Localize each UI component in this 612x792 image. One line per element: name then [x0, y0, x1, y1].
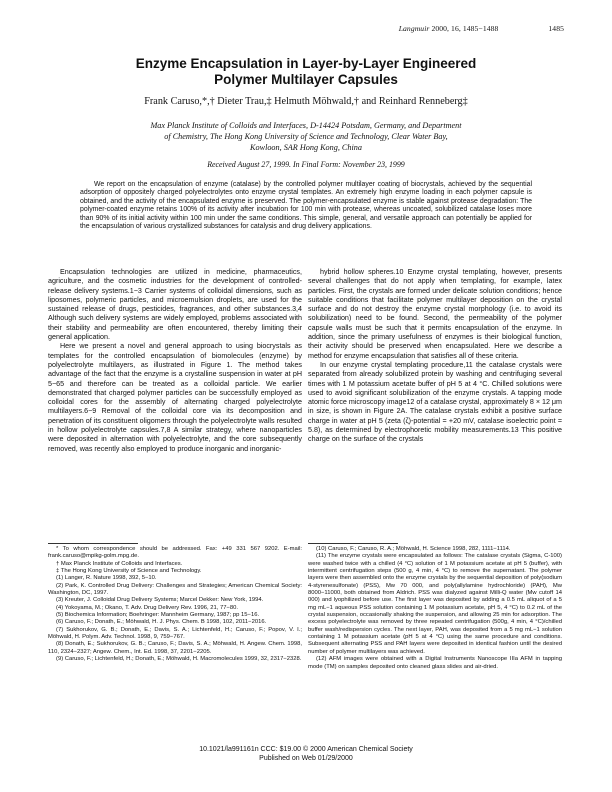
running-header	[399, 24, 564, 33]
footnote: (12) AFM images were obtained with a Digital Instruments Nanoscope IIIa AFM in tapping mode (TM) on samples deposited onto cleaned glass slides and air-dried.	[308, 656, 562, 670]
footnote: (8) Donath, E.; Sukhorukov, G. B.; Caruso, F.; Davis, S. A.; Möhwald, H. Angew. Chem. 1998, 110, 2324−2327; Angew. Chem., Int. Ed. 1998, 37, 2201−2205.	[48, 641, 302, 655]
footnote-divider	[48, 543, 138, 544]
footnote: (5) Biochemica Information; Boehringer: Mannheim Germany, 1987; pp 15−16.	[56, 612, 260, 619]
body-paragraph: hybrid hollow spheres.10 Enzyme crystal templating, however, presents several challenges that do not apply when templating, for example, latex particles. First, the crystals are formed under delicate solution conditions; hence suitable conditions that facilitate polymer multilayer deposition on the crystal surface and do not destroy the enzyme crystal morphology (i.e. to avoid its solubilization) need to be found. Second, the permeability of the polymer capsule walls must be such that it permits encapsulation of the enzyme. In addition, since the primary usefulness of enzymes is their biological function, their activity should be preserved when encapsulated. Here we describe a method for enzyme encapsulation that satisfies all of these criteria.	[308, 268, 562, 360]
page-footer	[60, 746, 552, 764]
affiliations	[80, 121, 532, 153]
body-paragraph: Encapsulation technologies are utilized in medicine, pharmaceutics, agriculture, and the cosmetic industries for the development of controlled-release delivery systems.1−3 Carrier systems of colloidal dimensions, such as liposomes, polymeric particles, and microemulsion droplets, are used for the sustained release of drugs, pesticides, fragrances, and other substances.3,4 Although such delivery systems are widely employed, problems associated with their stability and permeability are often encountered, thereby limiting their general application.	[48, 268, 302, 342]
footnote: (2) Park, K. Controlled Drug Delivery: Challenges and Strategies; American Chemical Society: Washington, DC, 1997.	[48, 582, 302, 597]
body-paragraph: Here we present a novel and general approach to using biocrystals as templates for the controlled encapsulation of biomolecules (enzyme) by polyelectrolyte multilayers, as illustrated in Figure 1. The method takes advantage of the fact that the enzyme is a crystalline suspension in water at pH 5−65 and therefore can be treated as a colloidal particle. We earlier demonstrated that charged polymer particles can be successfully employed as colloidal cores for the assembly of alternating charged polyelectrolyte multilayers.6−9 Removal of the colloidal core via its decomposition and penetration of its constituent oligomers through the polyelectrolyte walls resulted in hollow polyelectrolyte capsules.7,8 A similar strategy, where nanoparticles were deposited in alternation with polyelectrolyte, and the core subsequently removed, was recently also employed to produce inorganic and inorganic-	[48, 342, 302, 453]
footnote: * To whom correspondence should be addressed. Fax: +49 331 567 9202. E-mail: frank.caruso@mpikg-golm.mpg.de.	[48, 546, 302, 560]
affiliation-line-1: Max Planck Institute of Colloids and Interfaces, D-14424 Potsdam, Germany, and Department	[150, 121, 462, 130]
journal-citation: 2000, 16, 1485−1488	[431, 24, 499, 33]
publication-date-line: Published on Web 01/29/2000	[259, 754, 353, 762]
footnote: (3) Kreuter, J. Colloidal Drug Delivery Systems; Marcel Dekker: New York, 1994.	[56, 597, 264, 604]
footnote: (9) Caruso, F.; Lichtenfeld, H.; Donath, E.; Möhwald, H. Macromolecules 1999, 32, 2317−2328.	[56, 656, 302, 663]
footnote: (7) Sukhorukov, G. B.; Donath, E.; Davis, S. A.; Lichtenfeld, H.; Caruso, F.; Popov, V. I.; Möhwald, H. Polym. Adv. Technol. 1998, 9, 759−767.	[48, 626, 302, 641]
footnote: ‡ The Hong Kong University of Science and Technology.	[56, 568, 202, 575]
received-dates: Received August 27, 1999. In Final Form: November 23, 1999	[207, 160, 405, 169]
title-line-2: Polymer Multilayer Capsules	[214, 72, 398, 87]
footnote: (4) Yokoyama, M.; Okano, T. Adv. Drug Delivery Rev. 1996, 21, 77−80.	[56, 604, 239, 611]
footnotes-left	[48, 546, 302, 664]
article-title	[60, 56, 552, 88]
footnotes-right	[308, 546, 562, 671]
body-paragraph: In our enzyme crystal templating procedure,11 the catalase crystals were separated from already solubilized protein by washing and centrifuging several times with 1 M potassium acetate buffer of pH 5 at 4 °C. Chilled solutions were used to avoid significant solubilization of the enzyme crystals. A tapping mode atomic force microscopy image12 of a catalase crystal, approximately 8 × 12 μm in size, is shown in Figure 2A. The catalase crystals exhibit a positive surface charge in water at pH 5 (zeta (ζ)-potential = +20 mV, catalase isoelectric point = 5.8), as determined by electrophoretic mobility measurements.13 This positive charge on the surface of the crystals	[308, 360, 562, 444]
journal-name: Langmuir	[398, 24, 430, 33]
footnote: (11) The enzyme crystals were encapsulated as follows: The catalase crystals (Sigma, C-100) were washed twice with a chilled (4 °C) solution of 1 M potassium acetate at pH 5 (buffer), with intermittent centrifugation steps (500 g, 4 min, 4 °C) to remove the supernatant. The polymer layers were then assembled onto the enzyme crystals by the sequential deposition of poly(sodium 4-styrenesulfonate) (PSS), Mw 70 000, and poly(allylamine hydrochloride) (PAH), Mw 8000−11000, both obtained from Aldrich. PSS was dialyzed against Milli-Q water (Mw cutoff 14 000) and lyophilized before use. The first layer was deposited by adding a 0.5 mL aliquot of a 5 mg mL−1 aqueous PSS solution containing 1 M potassium acetate, pH 5, 4 °C) to 0.2 mL of the crystal suspension, occasionally shaking the suspension, and allowing 25 min for adsorption. The excess polyelectrolyte was removed by three repeated centrifugation (500g, 4 min, 4 °C)/chilled buffer wash/redispersion cycles. The next layer, PAH, was deposited from a 5 mg mL−1 solution containing 1 M potassium acetate (pH 5 at 4 °C) using the same procedure and conditions. Subsequent alternating PSS and PAH layers were deposited in identical fashion until the desired number of polymer multilayers was achieved.	[308, 553, 562, 655]
body-column-right	[308, 268, 562, 445]
affiliation-line-3: Kowloon, SAR Hong Kong, China	[250, 142, 362, 152]
footnote: † Max Planck Institute of Colloids and Interfaces.	[56, 560, 183, 567]
footnote: (1) Langer, R. Nature 1998, 392, 5−10.	[56, 575, 157, 582]
doi-copyright-line: 10.1021/la991161n CCC: $19.00 © 2000 American Chemical Society	[199, 746, 413, 753]
footnote: (6) Caruso, F.; Donath, E.; Möhwald, H. J. Phys. Chem. B 1998, 102, 2011−2016.	[56, 619, 267, 626]
footnote-divider	[308, 543, 398, 544]
abstract: We report on the encapsulation of enzyme (catalase) by the controlled polymer multilayer coating of biocrystals, achieved by the sequential adsorption of oppositely charged polyelectrolytes onto enzyme crystal templates. An extremely high enzyme loading in each polymer capsule is obtained, and the activity of the encapsulated enzyme is preserved. The polymer-encapsulated enzyme is stable against protease degradation: The polymer-coated enzyme retains 100% of its activity after incubation for 100 min with protease, whereas uncoated, solubilized catalase loses more than 90% of its initial activity within 100 min under the same conditions. This simple, general, and versatile approach can potentially be applied for the encapsulation of various crystallized substances for catalysis and drug delivery applications.	[80, 181, 532, 231]
page-number: 1485	[548, 24, 564, 33]
affiliation-line-2: of Chemistry, The Hong Kong University of Science and Technology, Clear Water Bay,	[164, 131, 448, 141]
title-line-1: Enzyme Encapsulation in Layer-by-Layer Engineered	[135, 56, 477, 71]
footnote: (10) Caruso, F.; Caruso, R. A.; Möhwald, H. Science 1998, 282, 1111−1114.	[316, 546, 511, 552]
author-list: Frank Caruso,*,† Dieter Trau,‡ Helmuth Möhwald,† and Reinhard Renneberg‡	[144, 96, 468, 107]
body-column-left	[48, 268, 302, 454]
